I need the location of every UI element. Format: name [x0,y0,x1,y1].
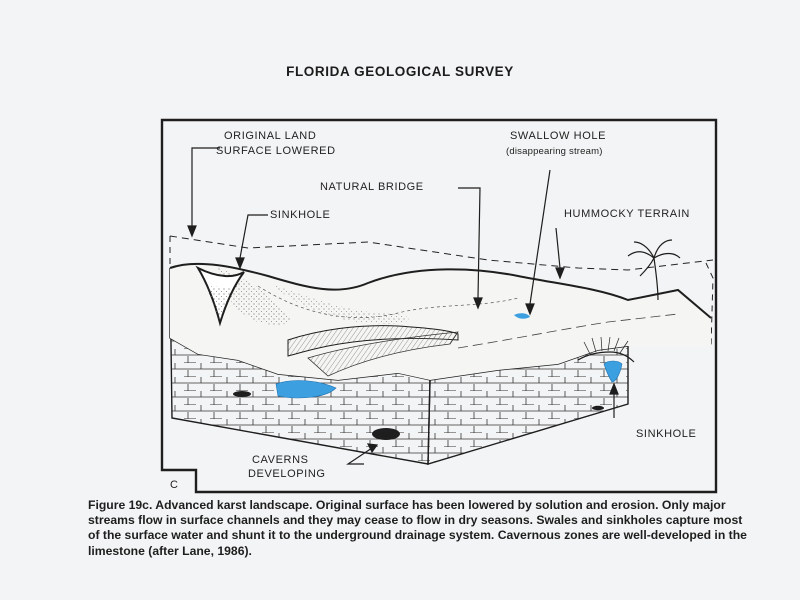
panel-letter: C [170,479,179,491]
label-natural-bridge: NATURAL BRIDGE [320,181,424,193]
label-hummocky-terrain: HUMMOCKY TERRAIN [564,208,690,220]
label-sinkhole-right: SINKHOLE [636,428,697,440]
land-surface [170,264,711,380]
label-disappearing-stream: (disappearing stream) [506,146,603,157]
label-original-land: ORIGINAL LAND [224,130,317,142]
label-sinkhole-left: SINKHOLE [270,209,331,221]
caption-text: Advanced karst landscape. Original surface has been lowered by solution and erosion. Only major streams flow in surface channels and they may cease to flow in dry seasons. Swales and sinkholes capture most of the surface water and shunt it to the underground drainage system. Cavernous zones are well-developed in the limestone (after Lane, 1986). [88,498,747,558]
original-surface-dashed-line [170,236,713,270]
label-surface-lowered: SURFACE LOWERED [216,145,336,157]
label-caverns: CAVERNS [252,454,309,466]
cavern-void [372,428,400,440]
label-swallow-hole: SWALLOW HOLE [510,130,607,142]
karst-landscape-figure [158,118,720,494]
page-header-title: FLORIDA GEOLOGICAL SURVEY [286,64,514,79]
caption-figure-number: Figure 19c. [88,498,153,512]
figure-caption [88,498,748,559]
label-developing: DEVELOPING [248,468,326,480]
